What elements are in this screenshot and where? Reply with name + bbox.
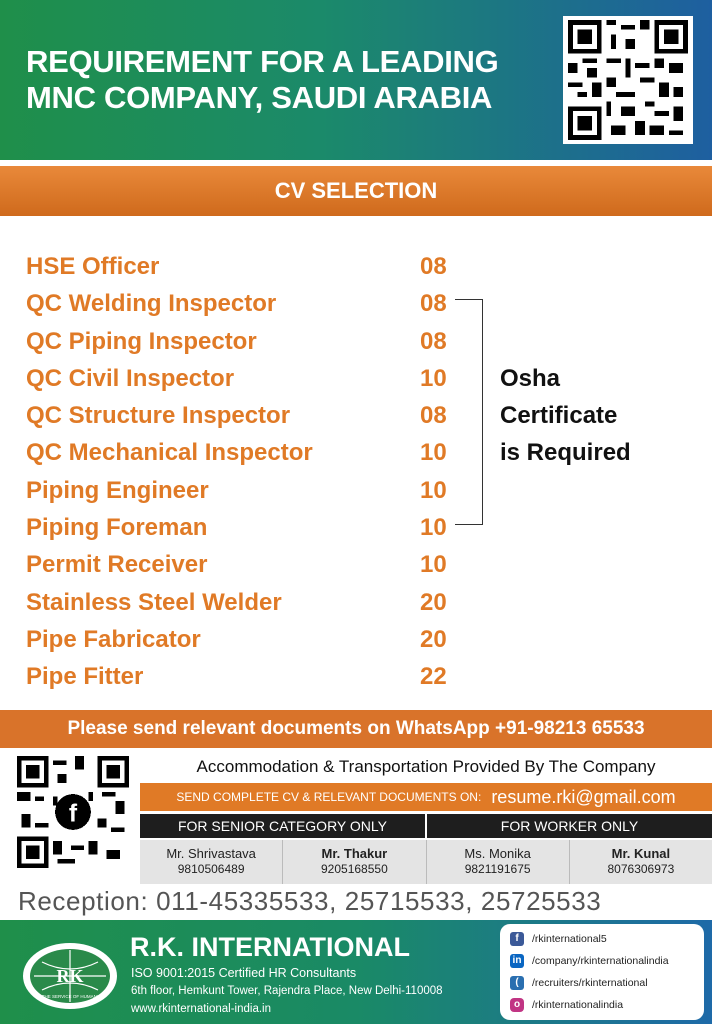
contact-cell — [140, 840, 283, 884]
logo-letters: RK — [56, 966, 84, 986]
osha-line-1: Osha — [500, 365, 561, 392]
job-count: 20 — [420, 588, 447, 616]
job-title: HSE Officer — [26, 253, 160, 280]
company-name: R.K. INTERNATIONAL — [130, 932, 410, 962]
website-link[interactable]: www.rkinternational-india.in — [131, 1003, 271, 1015]
contact-name: Ms. Monika — [464, 846, 531, 861]
send-cv-banner — [140, 783, 712, 811]
social-handle: /rkinternational5 — [532, 933, 607, 945]
social-recruiters[interactable] — [510, 972, 694, 994]
social-instagram[interactable] — [510, 994, 694, 1016]
contact-name: Mr. Kunal — [611, 846, 671, 861]
company-logo — [20, 940, 120, 1012]
contact-cell — [283, 840, 426, 884]
contact-phone[interactable]: 8076306973 — [607, 862, 675, 876]
worker-category-label: FOR WORKER ONLY — [500, 818, 639, 834]
job-count: 10 — [420, 551, 447, 579]
contact-cell — [570, 840, 712, 884]
job-title: QC Mechanical Inspector — [26, 439, 313, 467]
job-title: QC Piping Inspector — [26, 327, 257, 355]
qr-code-top — [563, 16, 693, 144]
social-handle: /recruiters/rkinternational — [532, 977, 648, 989]
job-count: 10 — [420, 364, 447, 392]
whatsapp-banner: Please send relevant documents on WhatsApp +91-98213 65533 — [0, 710, 712, 748]
job-row — [26, 584, 466, 621]
send-cv-label: SEND COMPLETE CV & RELEVANT DOCUMENTS ON: — [176, 790, 482, 804]
social-links — [500, 924, 704, 1020]
job-title: Pipe Fabricator — [26, 625, 201, 653]
contact-name: Mr. Shrivastava — [166, 846, 256, 861]
job-count: 10 — [420, 514, 447, 542]
iso-certification: ISO 9001:2015 Certified HR Consultants — [131, 966, 357, 980]
job-row — [26, 397, 466, 434]
osha-bracket — [455, 299, 483, 525]
job-title: QC Structure Inspector — [26, 402, 291, 430]
job-count: 08 — [420, 327, 447, 355]
job-row — [26, 472, 466, 509]
job-title: QC Civil Inspector — [26, 364, 235, 392]
qr-code-icon — [567, 20, 689, 140]
job-title: Stainless Steel Welder — [26, 588, 282, 616]
job-row — [26, 546, 466, 583]
osha-note — [500, 360, 631, 471]
job-row — [26, 360, 466, 397]
contact-cell — [427, 840, 570, 884]
job-row — [26, 434, 466, 471]
job-row — [26, 248, 466, 285]
job-title: QC Welding Inspector — [26, 290, 277, 318]
headline-line-1: REQUIREMENT FOR A LEADING — [26, 44, 499, 79]
job-row — [26, 509, 466, 546]
social-linkedin[interactable] — [510, 950, 694, 972]
job-count: 20 — [420, 625, 447, 653]
instagram-icon: o — [510, 998, 524, 1012]
job-list — [26, 248, 466, 696]
facebook-icon: f — [510, 932, 524, 946]
contact-phone[interactable]: 9821191675 — [464, 862, 531, 876]
company-address: 6th floor, Hemkunt Tower, Rajendra Place, New Delhi-110008 — [131, 985, 443, 997]
contact-phone[interactable]: 9810506489 — [177, 862, 245, 876]
job-title: Permit Receiver — [26, 551, 208, 579]
email-link[interactable]: resume.rki@gmail.com — [491, 786, 676, 807]
social-handle: /company/rkinternationalindia — [532, 955, 669, 967]
contact-name: Mr. Thakur — [321, 846, 388, 861]
job-row — [26, 323, 466, 360]
social-handle: /rkinternationalindia — [532, 999, 624, 1011]
headline-line-2: MNC COMPANY, SAUDI ARABIA — [26, 80, 493, 115]
job-count: 08 — [420, 253, 447, 280]
osha-line-2: Certificate — [500, 402, 618, 429]
reception-phones: Reception: 011-45335533, 25715533, 25725533 — [18, 886, 602, 916]
job-title: Pipe Fitter — [26, 663, 144, 691]
job-count: 22 — [420, 663, 447, 691]
contact-table — [140, 840, 712, 884]
senior-category-label: FOR SENIOR CATEGORY ONLY — [177, 818, 387, 834]
contact-phone[interactable]: 9205168550 — [321, 862, 388, 876]
job-title: Piping Engineer — [26, 476, 209, 504]
logo-tagline: IN THE SERVICE OF HUMANITY — [36, 994, 104, 999]
social-facebook[interactable] — [510, 928, 694, 950]
job-title: Piping Foreman — [26, 514, 208, 542]
accommodation-note: Accommodation & Transportation Provided By The Company — [196, 757, 656, 776]
job-count: 10 — [420, 439, 447, 467]
job-row — [26, 658, 466, 695]
cv-selection-banner: CV SELECTION — [0, 166, 712, 216]
category-header — [140, 814, 712, 838]
linkedin-icon: in — [510, 954, 524, 968]
job-count: 08 — [420, 290, 447, 318]
job-row — [26, 621, 466, 658]
job-count: 08 — [420, 402, 447, 430]
job-count: 10 — [420, 476, 447, 504]
qr-code-facebook — [16, 756, 130, 868]
osha-line-3: is Required — [500, 439, 631, 466]
recruiters-icon: ( — [510, 976, 524, 990]
job-row — [26, 285, 466, 322]
svg-text:f: f — [68, 800, 78, 828]
headline — [26, 44, 498, 116]
facebook-qr-icon — [16, 756, 130, 868]
